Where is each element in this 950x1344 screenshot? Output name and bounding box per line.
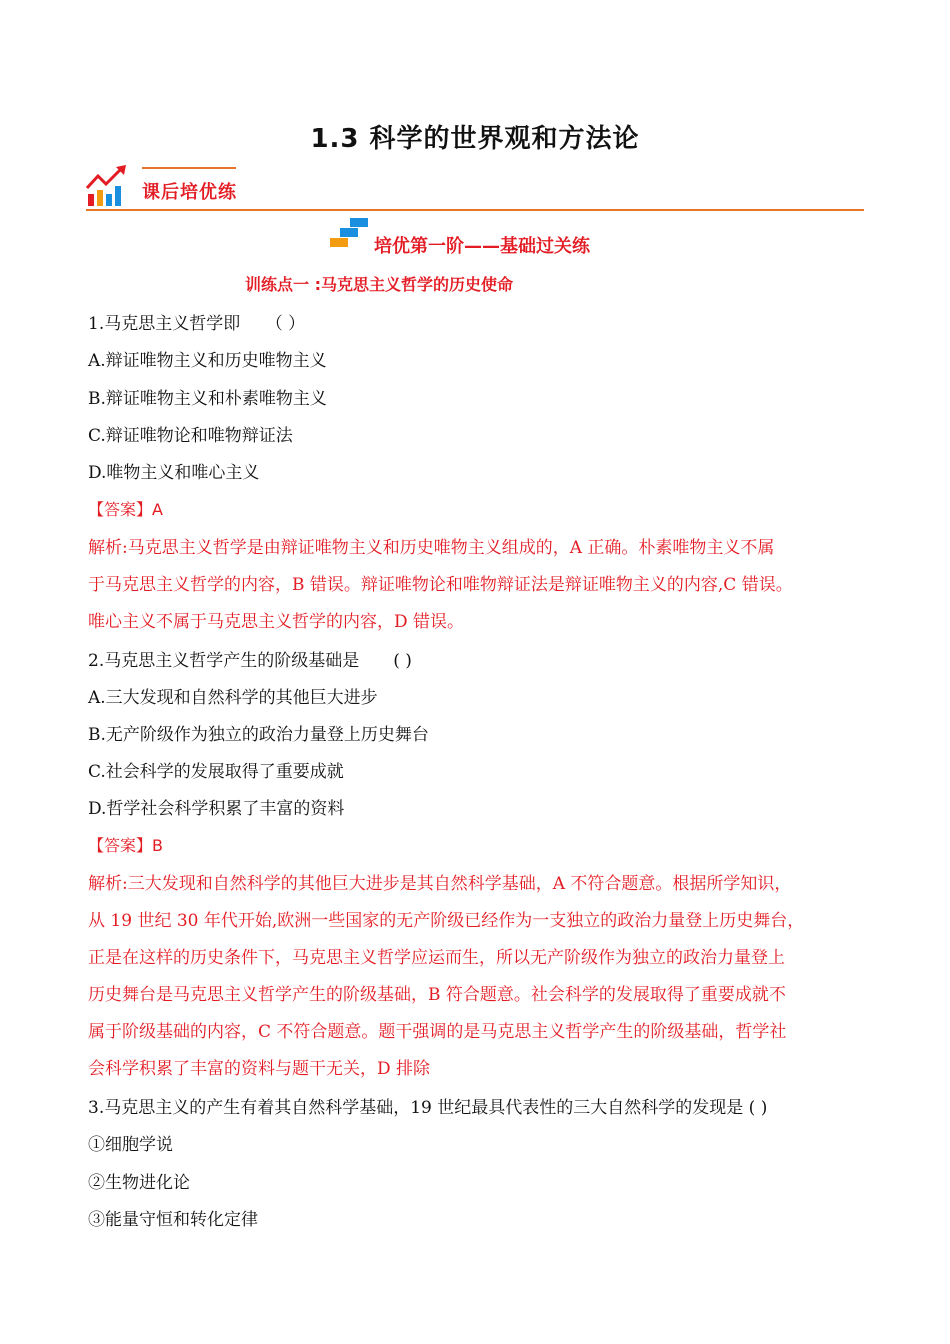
question-3-item: ①细胞学说 xyxy=(88,1135,173,1155)
section-header-label: 课后培优练 xyxy=(142,182,237,203)
question-2-analysis-line: 历史舞台是马克思主义哲学产生的阶级基础，B 符合题意。社会科学的发展取得了重要成就不 xyxy=(88,985,786,1005)
question-1-option-d: D.唯物主义和唯心主义 xyxy=(88,463,260,483)
question-3-item: ③能量守恒和转化定律 xyxy=(88,1210,258,1230)
page-title: 1.3 科学的世界观和方法论 xyxy=(310,124,640,154)
rising-chart-icon xyxy=(86,164,130,208)
header-divider xyxy=(86,209,864,211)
question-1-option-b: B.辩证唯物主义和朴素唯物主义 xyxy=(88,389,327,409)
question-2-answer: 【答案】B xyxy=(88,836,163,855)
question-1-analysis-line: 于马克思主义哲学的内容，B 错误。辩证唯物论和唯物辩证法是辩证唯物主义的内容,C 错误。 xyxy=(88,575,793,595)
question-3-stem: 3.马克思主义的产生有着其自然科学基础，19 世纪最具代表性的三大自然科学的发现是 ( ) xyxy=(88,1098,768,1118)
question-1-analysis-line: 唯心主义不属于马克思主义哲学的内容，D 错误。 xyxy=(88,612,465,632)
question-1-option-a: A.辩证唯物主义和历史唯物主义 xyxy=(88,351,327,371)
question-2-option-d: D.哲学社会科学积累了丰富的资料 xyxy=(88,799,345,819)
question-2-option-b: B.无产阶级作为独立的政治力量登上历史舞台 xyxy=(88,725,429,745)
question-3-item: ②生物进化论 xyxy=(88,1173,190,1193)
stairs-icon xyxy=(328,218,370,250)
question-2-analysis-line: 会科学积累了丰富的资料与题干无关，D 排除 xyxy=(88,1059,431,1079)
header-accent-line xyxy=(142,167,236,169)
question-1-answer: 【答案】A xyxy=(88,500,163,519)
question-2-analysis-line: 正是在这样的历史条件下，马克思主义哲学应运而生，所以无产阶级作为独立的政治力量登上 xyxy=(88,948,785,968)
training-point-title: 训练点一 :马克思主义哲学的历史使命 xyxy=(245,275,513,294)
question-2-option-a: A.三大发现和自然科学的其他巨大进步 xyxy=(88,688,378,708)
question-2-analysis-line: 属于阶级基础的内容，C 不符合题意。题干强调的是马克思主义哲学产生的阶级基础，哲学社 xyxy=(88,1022,787,1042)
question-1-analysis-line: 解析:马克思主义哲学是由辩证唯物主义和历史唯物主义组成的，A 正确。朴素唯物主义不属 xyxy=(88,538,775,558)
question-2-analysis-line: 解析:三大发现和自然科学的其他巨大进步是其自然科学基础，A 不符合题意。根据所学知识， xyxy=(88,874,792,894)
question-2-option-c: C.社会科学的发展取得了重要成就 xyxy=(88,762,344,782)
question-2-stem: 2.马克思主义哲学产生的阶级基础是 ( ) xyxy=(88,651,412,671)
stage-title: 培优第一阶——基础过关练 xyxy=(374,236,590,257)
question-1-option-c: C.辩证唯物论和唯物辩证法 xyxy=(88,426,293,446)
question-1-stem: 1.马克思主义哲学即 （ ） xyxy=(88,314,306,334)
question-2-analysis-line: 从 19 世纪 30 年代开始,欧洲一些国家的无产阶级已经作为一支独立的政治力量登上历史舞台， xyxy=(88,911,805,931)
